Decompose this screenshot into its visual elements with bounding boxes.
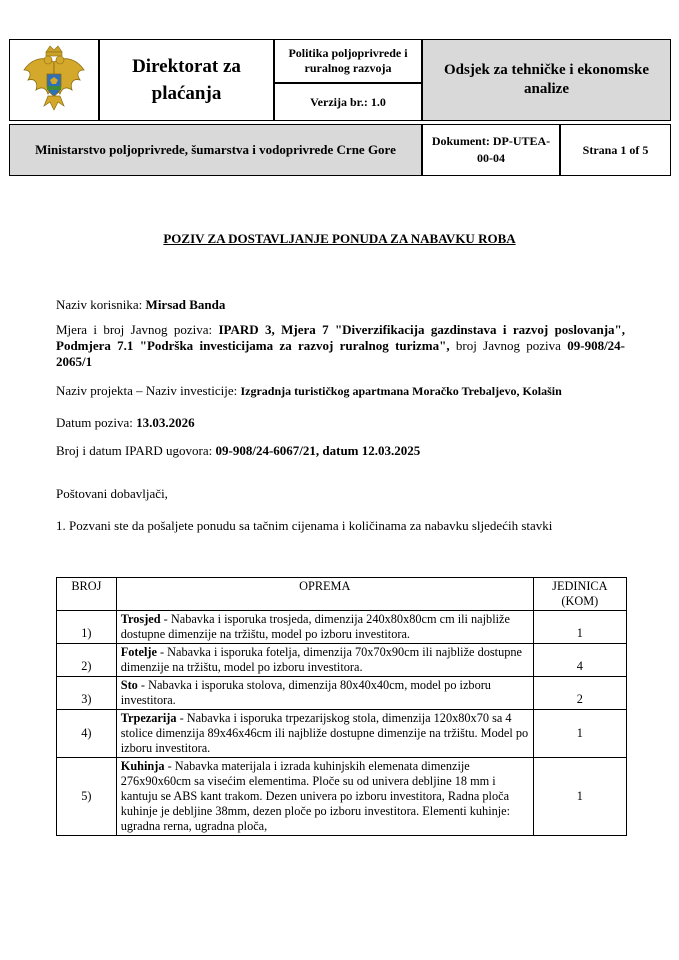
project-label: Naziv projekta – Naziv investicije: [56,383,241,398]
header-unit: JEDINICA (KOM) [533,578,626,611]
table-row [57,677,627,710]
items-table [56,577,627,836]
row-item-text: - Nabavka materijala i izrada kuhinjskih elemenata dimenzije 276x90x60cm sa visećim elementima. Ploče su od univera debljine 18 mm i kantuju se ABS kant trakom. Dezen univera po izboru investitora, Radna ploča kuhinje je debljine 38mm, dezen ploče po izboru investitora. Elementi kuhinje: ugradna rerna, ugradna ploča, [120,759,511,833]
table-row [57,710,627,758]
header-num: BROJ [57,578,117,611]
table-row [57,611,627,644]
beneficiary-line [56,297,625,313]
instruction: 1. Pozvani ste da pošaljete ponudu sa tačnim cijenama i količinama za nabavku sljedećih stavki [56,518,553,533]
montenegro-coat-of-arms-icon [10,40,98,120]
row-qty: 2 [533,677,626,710]
measure-line [56,322,625,370]
row-desc [116,677,533,710]
measure-label: Mjera i broj Javnog poziva: [56,322,219,337]
date-line [56,415,625,431]
row-num: 4) [57,710,117,758]
page-counter: Strana 1 of 5 [560,124,671,176]
table-row [57,644,627,677]
row-item-name: Sto [120,678,138,692]
row-item-text: - Nabavka i isporuka trosjeda, dimenzija 240x80x80cm cm ili najbliže dostupne dimenzije na tržištu, model po izboru investitora. [120,612,510,641]
row-item-text: - Nabavka i isporuka fotelja, dimenzija 70x70x90cm ili najbliže dostupne dimenzije na tržištu, model po izboru investitora. [120,645,522,674]
row-item-name: Kuhinja [120,759,165,773]
header-desc: OPREMA [116,578,533,611]
row-num: 5) [57,758,117,836]
table-header-row [57,578,627,611]
greeting: Poštovani dobavljači, [56,486,168,501]
contract-label: Broj i datum IPARD ugovora: [56,443,216,458]
project-value: Izgradnja turističkog apartmana Moračko Trebaljevo, Kolašin [240,384,562,398]
row-qty: 4 [533,644,626,677]
row-item-name: Trpezarija [120,711,177,725]
org-name: Direktorat za plaćanja [99,39,274,121]
row-item-text: - Nabavka i isporuka stolova, dimenzija 80x40x40cm, model po izboru investitora. [120,678,491,707]
header-logo-cell [9,39,99,121]
date-label: Datum poziva: [56,415,137,430]
row-qty: 1 [533,611,626,644]
project-line [56,383,625,399]
row-item-name: Fotelje [120,645,157,659]
row-num: 1) [57,611,117,644]
document-title: POZIV ZA DOSTAVLJANJE PONUDA ZA NABAVKU ROBA [163,231,516,246]
row-num: 2) [57,644,117,677]
contract-value: 09-908/24-6067/21, datum 12.03.2025 [215,443,421,458]
ministry-label: Ministarstvo poljoprivrede, šumarstva i vodoprivrede Crne Gore [9,124,422,176]
version-label: Verzija br.: 1.0 [274,83,422,121]
call-number-label: broj Javnog poziva [449,338,568,353]
row-item-text: - Nabavka i isporuka trpezarijskog stola, dimenzija 120x80x70 sa 4 stolice dimenzija 89x46x46cm ili najbliže dostupne dimenzije na tržištu. Model po izboru investitora. [120,711,529,755]
policy-label: Politika poljoprivrede i ruralnog razvoja [274,39,422,83]
date-value: 13.03.2026 [136,415,195,430]
row-desc [116,758,533,836]
row-desc [116,644,533,677]
document-code: Dokument: DP-UTEA-00-04 [422,124,560,176]
contract-line [56,443,625,459]
row-desc [116,611,533,644]
beneficiary-value: Mirsad Banda [145,297,226,312]
row-item-name: Trosjed [120,612,161,626]
beneficiary-label: Naziv korisnika: [56,297,146,312]
row-qty: 1 [533,758,626,836]
row-desc [116,710,533,758]
measure-value: IPARD 3, Mjera 7 "Diverzifikacija gazdinstava i razvoj poslovanja", Podmjera 7.1 "Podrška investicijama za razvoj ruralnog turizma", [56,322,626,353]
row-num: 3) [57,677,117,710]
call-number-value: 09-908/24-2065/1 [56,338,626,369]
row-qty: 1 [533,710,626,758]
department-label: Odsjek za tehničke i ekonomske analize [422,39,671,121]
table-row [57,758,627,836]
